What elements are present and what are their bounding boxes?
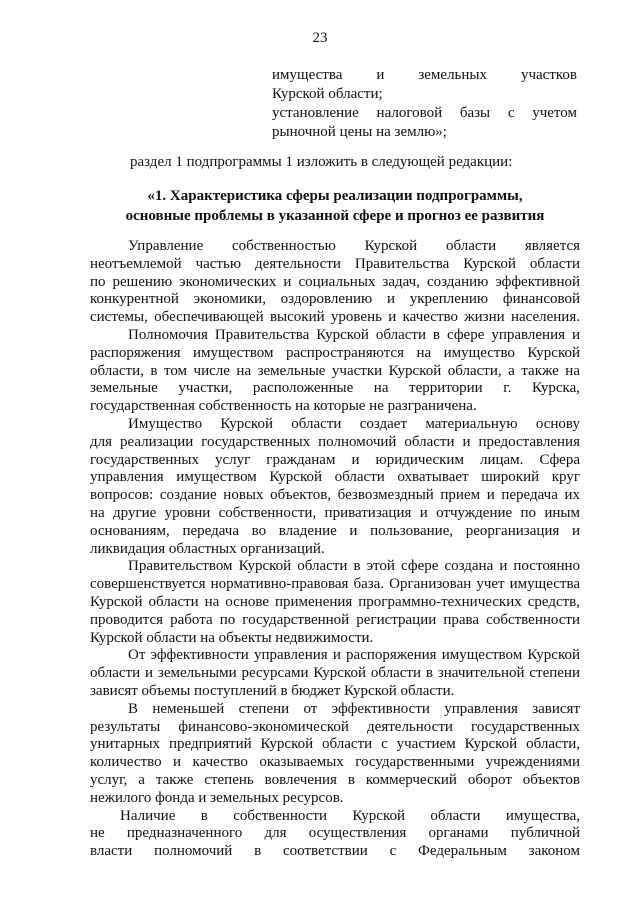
text-line: государственных услуг гражданам и юридическим лицам. Сфера bbox=[90, 451, 580, 468]
section-heading bbox=[90, 186, 580, 226]
paragraph-4 bbox=[90, 558, 580, 647]
text-line: результаты финансово-экономической деятельности государственных bbox=[90, 718, 580, 735]
paragraph-1 bbox=[90, 238, 580, 327]
text-line: услуг, а также степень вовлечения в коммерческий оборот объектов bbox=[90, 771, 580, 788]
text-line: распоряжения имуществом распространяются на имущество Курской bbox=[90, 344, 580, 361]
text-line: унитарных предприятий Курской области с участием Курской области, bbox=[90, 736, 580, 753]
text-line: конкурентной экономики, оздоровлению и укреплению финансовой bbox=[90, 291, 580, 308]
page-number: 23 bbox=[312, 30, 328, 46]
text-line: количество и качество оказываемых государственными учреждениями bbox=[90, 754, 580, 771]
text-line: От эффективности управления и распоряжения имуществом Курской bbox=[128, 647, 580, 664]
text-line: вопросов: создание новых объектов, безвозмездный прием и передача их bbox=[90, 487, 580, 504]
text-line: неотъемлемой частью деятельности Правительства Курской области bbox=[90, 255, 580, 272]
text-line: Курской области на основе применения программно-технических средств, bbox=[90, 593, 580, 610]
text-line: совершенствуется нормативно-правовая база. Организован учет имущества bbox=[90, 576, 580, 593]
paragraph-7 bbox=[90, 808, 580, 861]
section-heading-line: основные проблемы в указанной сфере и прогноз ее развития bbox=[125, 208, 545, 224]
text-line: земельные участки, расположенные на территории г. Курска, bbox=[90, 380, 580, 397]
list-continuation bbox=[272, 66, 577, 142]
text-line: зависят объемы поступлений в бюджет Курской области. bbox=[90, 682, 455, 699]
text-line: Курской области на объекты недвижимости. bbox=[90, 629, 374, 646]
text-line: В неменьшей степени от эффективности управления зависят bbox=[128, 700, 580, 717]
section-heading-line: «1. Характеристика сферы реализации подпрограммы, bbox=[147, 188, 523, 204]
text-line: основаниям, передача во владение и пользование, реорганизация и bbox=[90, 522, 580, 539]
list-line: Курской области; bbox=[272, 86, 383, 102]
text-line: на другие уровни собственности, приватизация и отчуждение по иным bbox=[90, 504, 580, 521]
text-line: Наличие в собственности Курской области имущества, bbox=[120, 807, 580, 824]
list-line: имущества и земельных участков bbox=[272, 67, 577, 83]
text-line: управления имуществом Курской области охватывает широкий круг bbox=[90, 469, 580, 486]
text-line: государственная собственность на которые не разграничена. bbox=[90, 398, 477, 415]
text-line: области, в том числе на земельные участки Курской области, а также на bbox=[90, 362, 580, 379]
text-line: системы, обеспечивающей высокий уровень и качество жизни населения. bbox=[90, 309, 580, 326]
text-line: ликвидация областных организаций. bbox=[90, 540, 325, 557]
paragraph-5 bbox=[90, 647, 580, 700]
text-line: области и земельными ресурсами Курской области в значительной степени bbox=[90, 665, 580, 682]
text-line: Управление собственностью Курской области является bbox=[128, 238, 580, 254]
list-line: установление налоговой базы с учетом bbox=[272, 105, 577, 121]
paragraph-6 bbox=[90, 701, 580, 808]
text-line: Правительством Курской области в этой сфере создана и постоянно bbox=[128, 558, 580, 575]
text-line: для реализации государственных полномочий области и предоставления bbox=[90, 433, 580, 450]
text-line: Полномочия Правительства Курской области в сфере управления и bbox=[128, 326, 580, 343]
text-line: по решению экономических и социальных задач, созданию эффективной bbox=[90, 273, 580, 290]
text-line: власти полномочий в соответствии с Федеральным законом bbox=[90, 843, 580, 860]
text-line: не предназначенного для осуществления органами публичной bbox=[90, 825, 580, 842]
paragraph-2 bbox=[90, 327, 580, 416]
text-line: нежилого фонда и земельных ресурсов. bbox=[90, 789, 344, 806]
list-line: рыночной цены на землю»; bbox=[272, 124, 447, 140]
amendment-intro: раздел 1 подпрограммы 1 изложить в следующей редакции: bbox=[130, 154, 513, 170]
text-line: Имущество Курской области создает материальную основу bbox=[128, 415, 580, 432]
body-text bbox=[90, 238, 580, 861]
text-line: проводится работа по государственной регистрации права собственности bbox=[90, 611, 580, 628]
paragraph-3 bbox=[90, 416, 580, 558]
